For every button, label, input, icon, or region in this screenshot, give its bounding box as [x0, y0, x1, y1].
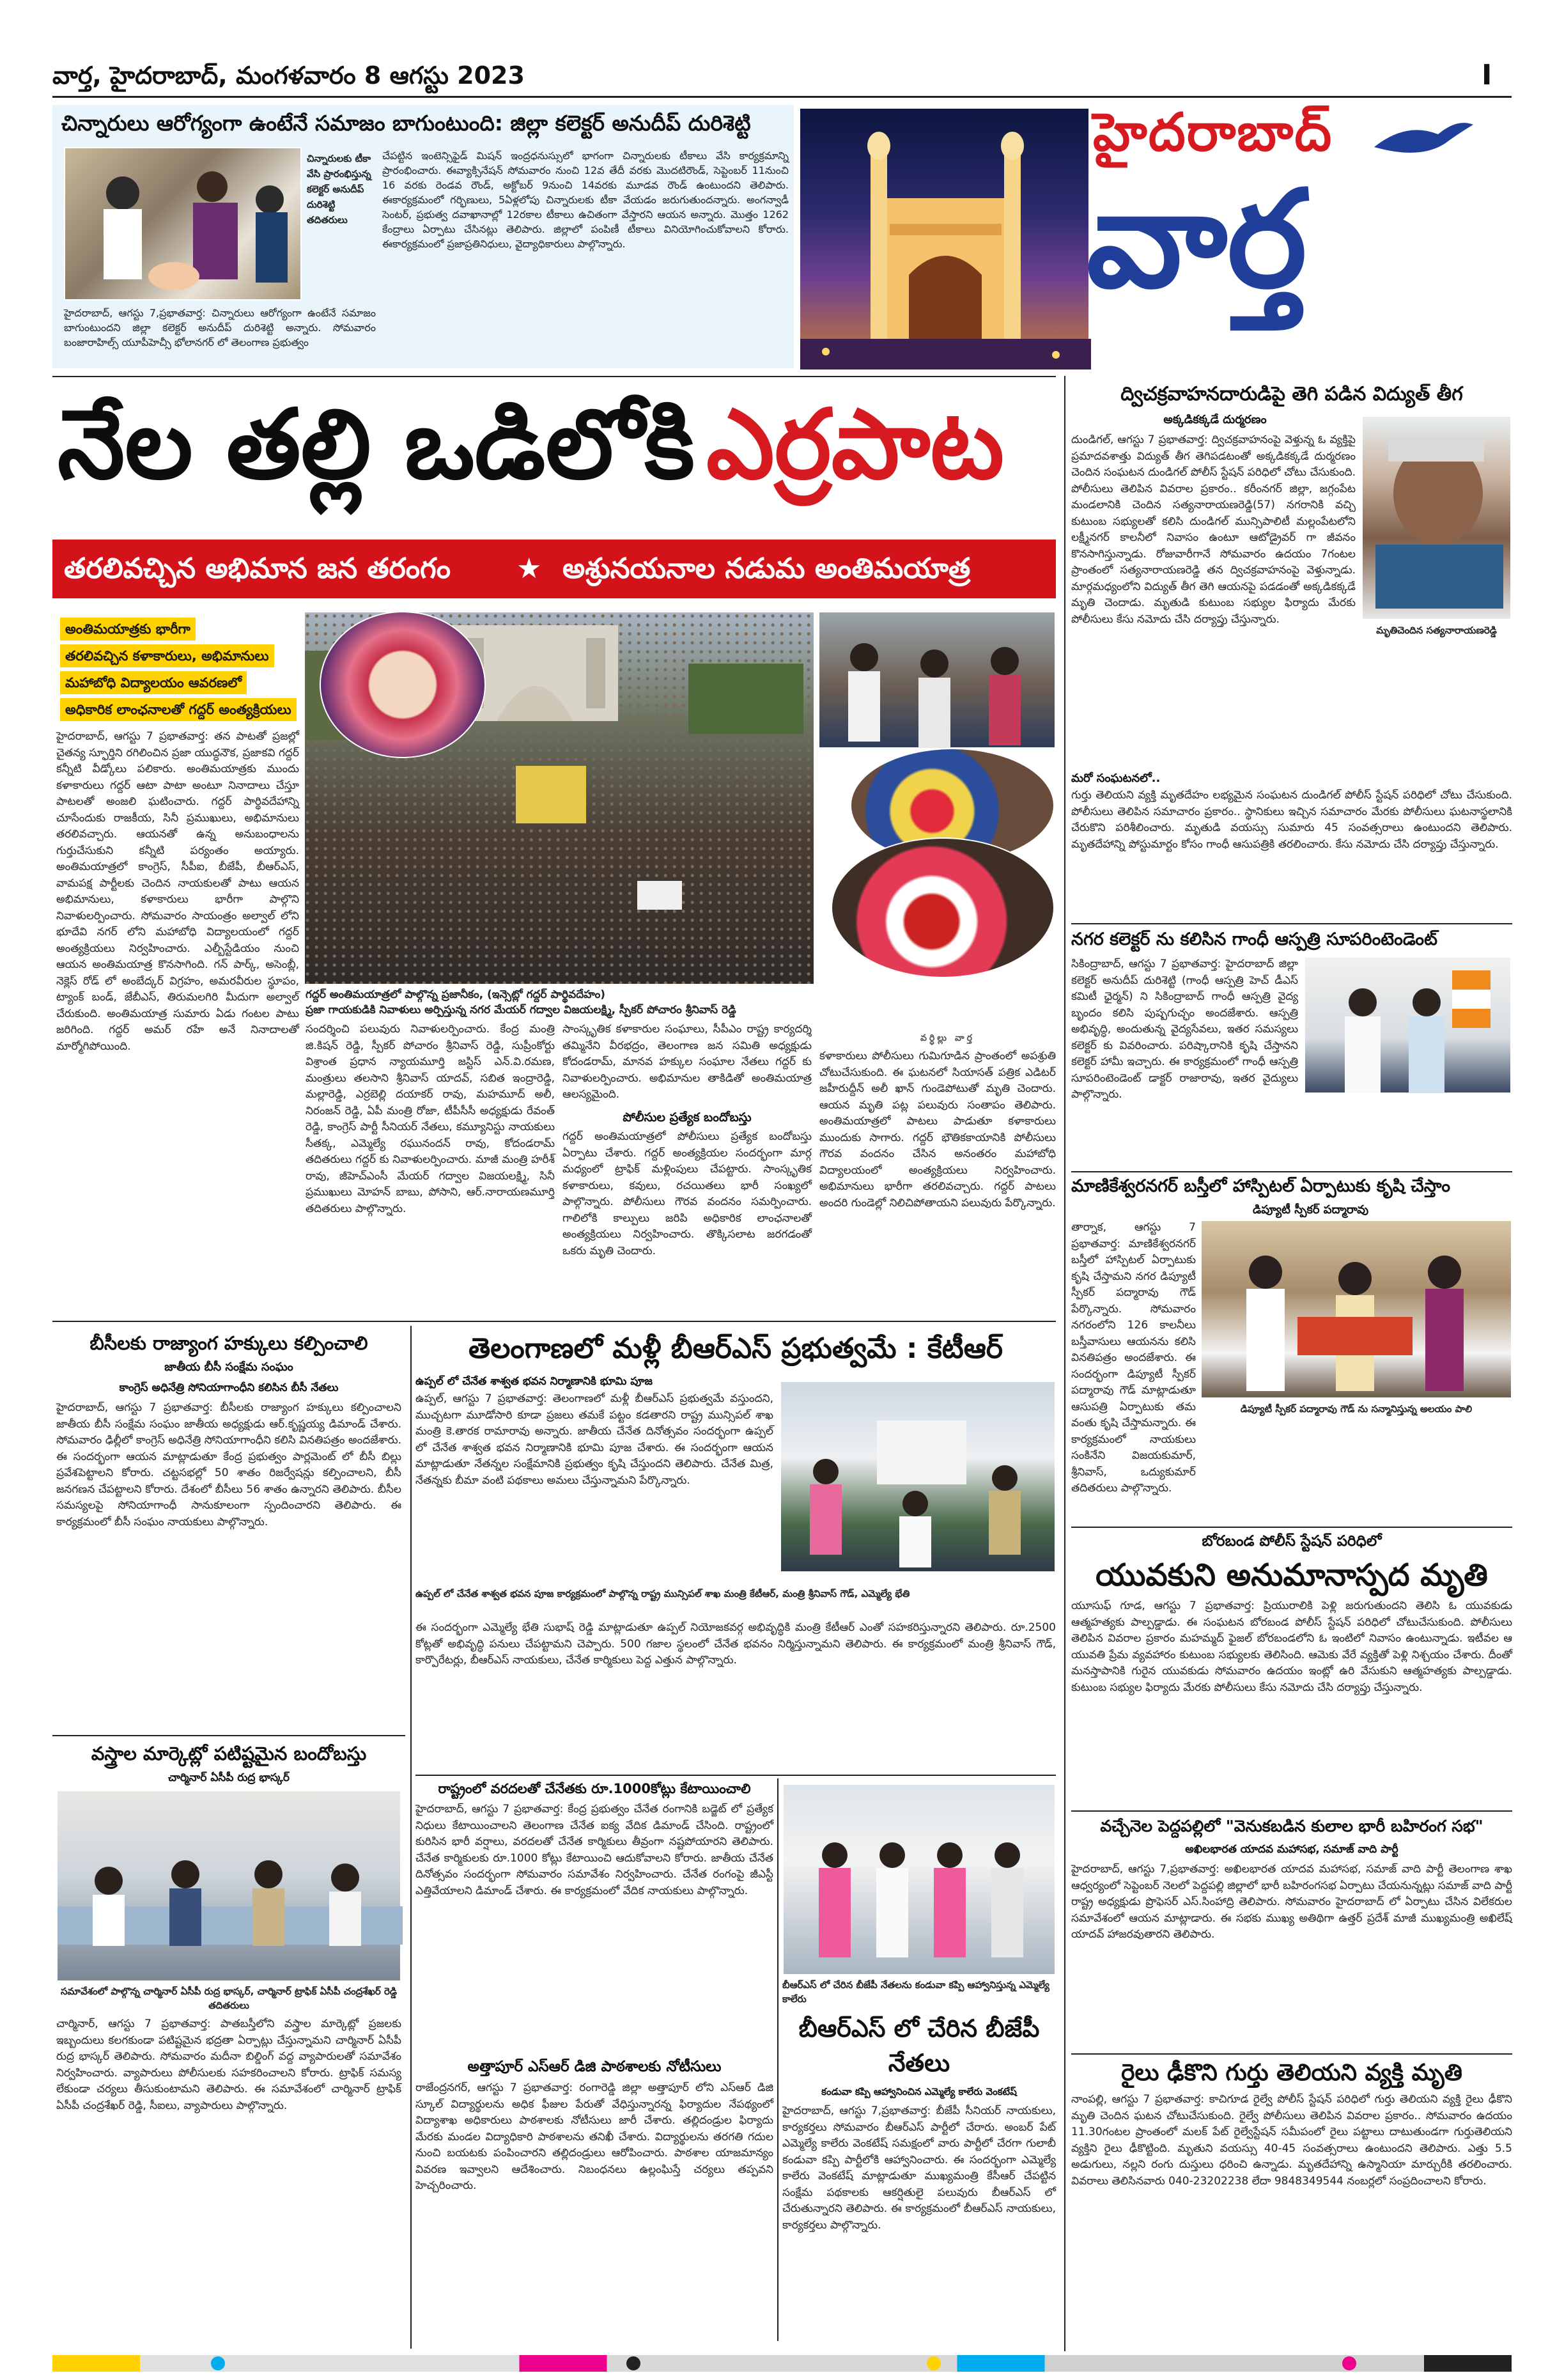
ktr-headline: తెలంగాణలో మళ్లీ బీఆర్ఎస్ ప్రభుత్వమే : కేటీఆర్ [468, 1332, 1003, 1365]
top-story-body-left: హైదరాబాద్, ఆగస్టు 7,ప్రభాతవార్త: చిన్నారులు ఆరోగ్యంగా ఉంటేనే సమాజం బాగుంటుందని జిల్లా కలెక్టర్ అనుదీప్ దురిశెట్టి అన్నారు. సోమవారం బంజారాహిల్స్ యూపీహెచ్సీ భోలానగర్ లో తెలంగాణ ప్రభుత్వం [64, 307, 376, 348]
registration-dot-2 [626, 2356, 640, 2370]
flood-body: హైదరాబాద్, ఆగస్టు 7 ప్రభాతవార్త: కేంద్ర ప్రభుత్వం చేనేత రంగానికి బడ్జెట్ లో ప్రత్యేక నిధులు కేటాయించాలని తెలంగాణ చేనేత ఐక్య వేదిక డిమాండ్ చేసింది. రాష్ట్రంలో కురిసిన భారీ వర్షాలు, వరదలతో చేనేత కార్మికులు తీవ్రంగా నష్టపోయారని తెలిపారు. చేనేత కార్మికులకు రూ.1000 కోట్లు కేటాయించి ఆదుకోవాలని కోరారు. జాతీయ చేనేత దినోత్సవం సందర్భంగా సోమవారం సమావేశం నిర్వహించారు. చేనేత రంగంపై జీఎస్టీ ఎత్తివేయాలని డిమాండ్ చేశారు. ఈ కార్యక్రమంలో వేదిక నాయకులు పాల్గొన్నారు. [415, 1803, 773, 1897]
right-news-3-headline: మాణికేశ్వరనగర్ బస్తీలో హాస్పిటల్ ఏర్పాటుకు కృషి చేస్తాం [1071, 1176, 1451, 1196]
right-news-2-headline: నగర కలెక్టర్ ను కలిసిన గాంధీ ఆస్పత్రి సూపరింటెండెంట్ [1071, 929, 1437, 949]
highlight-3: మహాబోధి విద్యాలయం ఆవరణలో [60, 671, 247, 694]
right-news-5-headline: వచ్చేనెల పెద్దపల్లిలో "వెనుకబడిన కులాల భారీ బహిరంగ సభ" [1100, 1817, 1483, 1835]
lead-band-star: ★ [516, 552, 542, 585]
charminar-illustration [800, 109, 1091, 369]
lead-col-2: సందర్శించి పలువురు నివాళులర్పించారు. కేంద్ర మంత్రి జి.కిషన్ రెడ్డి, స్పీకర్ పోచారం శ్రీనివాస్ రెడ్డి, సుప్రీంకోర్టు విశ్రాంత ప్రధాన న్యాయమూర్తి జస్టిస్ ఎన్.వి.రమణ, మంత్రులు తలసాని శ్రీనివాస్ యాదవ్, సబిత ఇంద్రారెడ్డి, మల్లారెడ్డి, ఎర్రబెల్లి దయాకర్ రావు, మహమూద్ అలీ, నిరంజన్ రెడ్డి, ఏపీ మంత్రి రోజా, టీపీసీసీ అధ్యక్షుడు రేవంత్ రెడ్డి, కాంగ్రెస్ పార్టీ సీనియర్ నేతలు, కమ్యూనిస్టు నాయకులు సీతక్క, ఎమ్మెల్యే రఘునందన్ రావు, కోదండరామ్ తదితరులు గద్దర్ కు నివాళులర్పించారు. మాజీ మంత్రి హరీశ్ రావు, జీహెచ్ఎంసీ మేయర్ గద్వాల విజయలక్ష్మి, సినీ ప్రముఖులు మోహన్ బాబు, పోసాని, ఆర్.నారాయణమూర్తి తదితరులు పాల్గొన్నారు. [306, 1023, 555, 1215]
registration-dot-1 [211, 2356, 225, 2370]
victim-illustration [1363, 417, 1513, 609]
brs-join-headline: బీఆర్ఎస్ లో చేరిన బీజేపీ నేతలు [798, 2014, 1040, 2077]
leaders-illustration [819, 612, 1057, 750]
top-story-body-right: చేపట్టిన ఇంటెన్సిఫైడ్ మిషన్ ఇంద్రధనుస్సులో భాగంగా చిన్నారులకు టీకాలు వేసి కార్యక్రమాన్ని ప్రారంభించారు. ఈవ్యాక్సినేషన్ సోమవారం నుంచి 12వ తేదీ వరకు మొదటిరౌండ్, సెప్టెంబర్ 11నుంచి 16 వరకు రెండవ రౌండ్, అక్టోబర్ 9నుంచి 14వరకు మూడవ రౌండ్ ఉంటుందని తెలిపారు. ఈకార్యక్రమంలో గర్భిణులు, 5ఏళ్లలోపు చిన్నారులకు టీకా వేయడం జరుగుతుందన్నారు. అంగన్వాడీ సెంటర్, ప్రభుత్వ దవాఖానాల్లో 12రకాల టీకాలు ఉచితంగా వేస్తారని ఆయన అన్నారు. మొత్తం 1262 కేంద్రాలు ఏర్పాటు చేసినట్లు తెలిపారు. జిల్లాలో పంపిణీ టీకాలు వినియోగించుకోవాలని కోరారు. ఈకార్యక్రమంలో ప్రజాప్రతినిధులు, వైద్యాధికారులు పాల్గొన్నారు. [382, 150, 789, 250]
lead-photo-caption-2: ప్రజా గాయకుడికి నివాళులు అర్పిస్తున్న నగర మేయర్ గద్వాల విజయలక్ష్మి, స్పీకర్ పోచారం శ్రీనివాస్ రెడ్డి [306, 1004, 736, 1016]
right-news-4-body: యూసుఫ్ గూడ, ఆగస్టు 7 ప్రభాతవార్త: ప్రియురాలికి పెళ్లి జరుగుతుందని తెలిసి ఓ యువకుడు ఆత్మహత్యకు పాల్పడ్డాడు. ఈ సంఘటన బోరబండ పోలీస్ స్టేషన్ పరిధిలో చోటుచేసుకుంది. పోలీసులు తెలిపిన వివరాల ప్రకారం మహమ్మద్ ఫైజల్ బోరబండలోని ఓ ఇంటిలో నివాసం ఉంటున్నాడు. ఇటీవల ఆ యువతి ప్రేమ వ్యవహారం కుటుంబ సభ్యులకు తెలిసింది. ఆమెకు వేరే వ్యక్తితో పెళ్లి నిశ్చయం చేశారు. దీంతో మనస్తాపానికి గురైన యువకుడు సోమవారం ఉదయం ఇంట్లో ఉరి వేసుకుని ఆత్మహత్యకు పాల్పడ్డాడు. కుటుంబ సభ్యుల ఫిర్యాదు మేరకు పోలీసులు కేసు నమోదు చేసి దర్యాప్తు చేస్తున్నారు. [1071, 1599, 1512, 1694]
right-news-4-headline: యువకుని అనుమానాస్పద మృతి [1096, 1557, 1488, 1593]
market-body: చార్మినార్, ఆగస్టు 7 ప్రభాతవార్త: పాతబస్తీలోని వస్త్రాల మార్కెట్లో ప్రజలకు ఇబ్బందులు కలగకుండా పటిష్టమైన భద్రతా ఏర్పాట్లు చేస్తున్నామని చార్మినార్ ఏసీపీ రుద్ర భాస్కర్ తెలిపారు. సోమవారం మదీనా బిల్డింగ్ వద్ద వ్యాపారులతో సమావేశం నిర్వహించారు. వ్యాపారులు పోలీసులకు సహకరించాలని కోరారు. ట్రాఫిక్ సమస్య లేకుండా చర్యలు తీసుకుంటామని తెలిపారు. ఈ సమావేశంలో చార్మినార్ ట్రాఫిక్ ఏసీపీ చంద్రశేఖర్ రెడ్డి, సీఐలు, వ్యాపారులు పాల్గొన్నారు. [56, 2018, 401, 2112]
bc-story-kicker: కాంగ్రెస్ అధినేత్రి సోనియాగాంధీని కలిసిన బీసీ నేతలు [119, 1381, 339, 1394]
ktr-photo-caption: ఉప్పల్ లో చేనేత శాశ్వత భవన పూజ కార్యక్రమంలో పాల్గొన్న రాష్ట్ర మున్సిపల్ శాఖ మంత్రి కేటీఆర్, మంత్రి శ్రీనివాస్ గౌడ్, ఎమ్మెల్యే భేతి [415, 1588, 910, 1599]
lead-photo-credit: వర్ధిల్లు వార్త [920, 1033, 975, 1043]
brs-join-caption: బీఆర్ఎస్ లో చేరిన బీజేపీ నేతలను కండువా కప్పి ఆహ్వానిస్తున్న ఎమ్మెల్యే కాలేరు [782, 1979, 1049, 2005]
registration-bar [52, 2355, 1512, 2372]
brand-main: వార్త [1087, 161, 1307, 318]
registration-dot-3 [927, 2356, 941, 2370]
victim-photo [1361, 416, 1512, 620]
right-news-6-headline: రైలు ఢీకొని గుర్తు తెలియని వ్యక్తి మృతి [1121, 2060, 1462, 2086]
lead-col-3: సాంస్కృతిక కళాకారుల సంఘాలు, సీపీఎం రాష్ట్ర కార్యదర్శి తమ్మినేని వీరభద్రం, తెలంగాణ జన సమితి అధ్యక్షుడు కోదండరామ్, మానవ హక్కుల సంఘాల నేతలు గద్దర్ కు నివాళులర్పించారు. అభిమానుల తాకిడితో అంతిమయాత్ర ఆలస్యమైంది. [562, 1023, 812, 1101]
right-news-3-body: తార్నాక, ఆగస్టు 7 ప్రభాతవార్త: మాణికేశ్వరనగర్ బస్తీలో హాస్పిటల్ ఏర్పాటుకు కృషి చేస్తామని నగర డిప్యూటీ స్పీకర్ పద్మారావు గౌడ్ పేర్కొన్నారు. సోమవారం నగరంలోని 126 కాలనీలు బస్తీవాసులు ఆయనను కలిసి వినతిపత్రం అందజేశారు. ఈ సందర్భంగా డిప్యూటీ స్పీకర్ పద్మారావు గౌడ్ మాట్లాడుతూ ఆసుపత్రి ఏర్పాటుకు తమ వంతు కృషి చేస్తామన్నారు. ఈ కార్యక్రమంలో నాయకులు సంకినేని విజయకుమార్, శ్రీనివాస్, ఒద్యుకుమార్ తదితరులు పాల్గొన్నారు. [1071, 1221, 1196, 1495]
right-news-4-kicker: బోరబండ పోలీస్ స్టేషన్ పరిధిలో [1202, 1533, 1382, 1550]
right-news-2-body: సికింద్రాబాద్, ఆగస్టు 7 ప్రభాతవార్త: హైదరాబాద్ జిల్లా కలెక్టర్ అనుదీప్ దురిశెట్టి (గాంధీ ఆస్పత్రి హెచ్ డీఎస్ కమిటీ ఛైర్మన్) ని సికింద్రాబాద్ గాంధీ ఆస్పత్రి వైద్య బృందం కలిసి పుష్పగుచ్ఛం అందజేశారు. ఆస్పత్రి అభివృద్ధి, అందుతున్న వైద్యసేవలు, ఇతర సమస్యలు కలెక్టర్ కు వివరించారు. పరిష్కారానికి కృషి చేస్తానని కలెక్టర్ హామీ ఇచ్చారు. ఈ కార్యక్రమంలో గాంధీ ఆస్పత్రి సూపరింటెండెంట్ డాక్టర్ రాజారావు, ఇతర వైద్యులు పాల్గొన్నారు. [1071, 958, 1298, 1101]
brs-join-body: హైదరాబాద్, ఆగస్టు 7,ప్రభాతవార్త: బీజేపీ సీనియర్ నాయకులు, కార్యకర్తలు సోమవారం బీఆర్ఎస్ పార్టీలో చేరారు. అంబర్ పేట్ ఎమ్మెల్యే కాలేరు వెంకటేష్ సమక్షంలో వారు పార్టీలో చేరగా గులాబీ కండువా కప్పి పార్టీలోకి ఆహ్వానించారు. ఈ సందర్భంగా ఎమ్మెల్యే కాలేరు వెంకటేష్ మాట్లాడుతూ ముఖ్యమంత్రి కేసీఆర్ చేపట్టిన సంక్షేమ పథకాలకు ఆకర్షితులై పలువురు బీఆర్ఎస్ లో చేరుతున్నారని తెలిపారు. ఈ కార్యక్రమంలో బీఆర్ఎస్ నాయకులు, కార్యకర్తలు పాల్గొన్నారు. [782, 2104, 1056, 2232]
top-story-headline: చిన్నారులు ఆరోగ్యంగా ఉంటేనే సమాజం బాగుంటుంది: జిల్లా కలెక్టర్ అనుదీప్ దురిశెట్టి [61, 111, 751, 136]
lead-band-left: తరలివచ్చిన అభిమాన జన తరంగం [64, 552, 451, 585]
ktr-col-2: ఈ సందర్భంగా ఎమ్మెల్యే భేతి సుభాష్ రెడ్డి మాట్లాడుతూ ఉప్పల్ నియోజకవర్గ అభివృద్ధికి మంత్రి కేటీఆర్ ఎంతో సహకరిస్తున్నారని తెలిపారు. రూ.2500 కోట్లతో అభివృద్ధి పనులు చేపట్టామని చెప్పారు. 500 గజాల స్థలంలో చేనేత భవనం నిర్మిస్తున్నామని తెలిపారు. ఈ కార్యక్రమంలో మంత్రి శ్రీనివాస్ గౌడ్, కార్పొరేటర్లు, బీఆర్ఎస్ నాయకులు, చేనేత కార్మికులు పెద్ద ఎత్తున పాల్గొన్నారు. [415, 1621, 1056, 1667]
lead-subhead: పోలీసుల ప్రత్యేక బందోబస్తు [623, 1110, 752, 1124]
dove-icon [1368, 115, 1476, 160]
market-meeting-illustration [58, 1791, 403, 1983]
school-body: రాజేంద్రనగర్, ఆగస్టు 7 ప్రభాతవార్త: రంగారెడ్డి జిల్లా అత్తాపూర్ లోని ఎస్ఆర్ డిజి స్కూల్ విద్యార్థులను అధిక ఫీజుల పేరుతో వేధిస్తున్నారన్న ఫిర్యాదుల నేపథ్యంలో విద్యాశాఖ అధికారులు పాఠశాలకు నోటీసులు జారీ చేశారు. తల్లిదండ్రుల ఫిర్యాదు మేరకు మండల విద్యాధికారి పాఠశాలను తనిఖీ చేశారు. విద్యార్థులను తరగతి గదుల నుంచి బయటకు పంపించారని తల్లిదండ్రులు ఆరోపించారు. పాఠశాల యాజమాన్యం వివరణ ఇవ్వాలని ఆదేశించారు. నిబంధనలు ఉల్లంఘిస్తే చర్యలు తప్పవని హెచ్చరించారు. [415, 2081, 773, 2192]
brs-join-photo [782, 1784, 1056, 1975]
right-news-6-body: నాంపల్లి, ఆగస్టు 7 ప్రభాతవార్త: కాచిగూడ రైల్వే పోలీస్ స్టేషన్ పరిధిలో గుర్తు తెలియని వ్యక్తి రైలు ఢీకొని మృతి చెందిన ఘటన చోటుచేసుకుంది. రైల్వే పోలీసులు తెలిపిన వివరాల ప్రకారం.. సోమవారం ఉదయం 11.30గంటల ప్రాంతంలో మలక్ పేట్ రైల్వేస్టేషన్ సమీపంలో రైలు పట్టాలు దాటుతుండగా గుర్తుతెలియని వ్యక్తిని రైలు ఢీకొట్టింది. మృతుని వయస్సు 40-45 సంవత్సరాలు ఉంటుందని తెలిపారు. ఎత్తు 5.5 అడుగులు, నల్లని రంగు దుస్తులు ధరించి ఉన్నాడు. మృతదేహాన్ని ఉస్మానియా మార్చురీకి తరలించారు. వివరాలు తెలిసినవారు 040-23202238 లేదా 9848349544 నంబర్లలో సంప్రదించాలని కోరారు. [1071, 2093, 1512, 2188]
lead-col-1: హైదరాబాద్, ఆగస్టు 7 ప్రభాతవార్త: తన పాటతో ప్రజల్లో చైతన్య స్ఫూర్తిని రగిలించిన ప్రజా యుద్ధనౌక, ప్రజాకవి గద్దర్ కన్నీటి వీడ్కోలు పలికారు. అంతిమయాత్రకు ముందు కళాకారులు గద్దర్ ఆటా పాటా అంటూ నినాదాలు చేస్తూ పాటలతో అంజలి ఘటించారు. గద్దర్ పార్థివదేహాన్ని చూసేందుకు రాజకీయ, సినీ ప్రముఖులు, అభిమానులు తరలివచ్చారు. ఆయనతో ఉన్న అనుబంధాలను గుర్తుచేసుకుని కన్నీటి పర్యంతం అయ్యారు. అంతిమయాత్రలో కాంగ్రెస్, సీపీఐ, బీజేపీ, బీఆర్ఎస్, వామపక్ష పార్టీలకు చెందిన నాయకులతో పాటు ఆయన అభిమానులు, కళాకారులు భారీగా పాల్గొని నివాళులర్పించారు. సోమవారం సాయంత్రం అల్వాల్ లోని భూదేవి నగర్ లోని మహాబోధి విద్యాలయంలో గద్దర్ అంత్యక్రియలు నిర్వహించారు. ఎల్బీస్టేడియం నుంచి ఆయన అంతిమయాత్ర కొనసాగింది. గన్ పార్క్, అసెంబ్లీ, నెక్లెస్ రోడ్ లో అంబేద్కర్ విగ్రహం, అమరవీరుల స్థూపం, ట్యాంక్ బండ్, జేబీఎస్, తిరుమలగిరి మీదుగా అల్వాల్ చేరుకుంది. అంతిమయాత్ర సుమారు ఏడు గంటల పాటు జరిగింది. గద్దర్ అమర్ రహే అనే నినాదాలతో మార్మోగిపోయింది. [56, 730, 299, 1053]
lead-col-3b: గద్దర్ అంతిమయాత్రలో పోలీసులు ప్రత్యేక బందోబస్తు ఏర్పాటు చేశారు. గద్దర్ అంత్యక్రియల సందర్భంగా మార్గ మధ్యంలో ట్రాఫిక్ మళ్లింపులు చేపట్టారు. సాంస్కృతిక కళాకారులు, కవులు, రచయితలు భారీ సంఖ్యలో పాల్గొన్నారు. పోలీసులు గౌరవ వందనం సమర్పించారు. గాలిలోకి కాల్పులు జరిపి అధికారిక లాంఛనాలతో అంత్యక్రియలు నిర్వహించారు. తొక్కిసలాట జరగడంతో ఒకరు మృతి చెందారు. [562, 1130, 812, 1257]
deputy-speaker-illustration [1202, 1221, 1514, 1400]
lead-headline-b: ఎర్రపాట [706, 389, 1005, 501]
brs-join-subhead: కండువా కప్పి ఆహ్వానించిన ఎమ్మెల్యే కాలేరు వెంకటేష్ [821, 2086, 1017, 2097]
lead-headline-a: నేల తల్లి ఒడిలోకి [58, 389, 695, 501]
flood-headline: రాష్ట్రంలో వరదలతో చేనేతకు రూ.1000కోట్లు కేటాయించాలి [438, 1781, 751, 1796]
deputy-speaker-caption: డిప్యూటీ స్పీకర్ పద్మారావు గౌడ్ ను సన్మానిస్తున్న అలయం పాలి [1240, 1403, 1473, 1415]
leaders-photo [818, 611, 1056, 749]
lead-band-right: అశ్రునయనాల నడుమ అంతిమయాత్ర [562, 552, 971, 585]
right-news-1-body: దుండిగల్, ఆగస్టు 7 ప్రభాతవార్త: ద్విచక్రవాహనంపై వెళ్తున్న ఓ వ్యక్తిపై ప్రమాదవశాత్తు విద్యుత్ తీగ తెగిపడటంతో అక్కడికక్కడే దుర్మరణం చెందిన సంఘటన దుండిగల్ పోలీస్ స్టేషన్ పరిధిలో చోటు చేసుకుంది. పోలీసులు తెలిపిన వివరాల ప్రకారం.. కరీంనగర్ జిల్లా, జగ్గంపేట మండలానికి చెందిన సత్యనారాయణరెడ్డి(57) నగరానికి వచ్చి కుటుంబ సభ్యులతో కలిసి దుండిగల్ మున్సిపాలిటీ మల్లంపేటలోని లక్ష్మీనగర్ కాలనీలో నివాసం ఉంటూ ఆటోడ్రైవర్ గా జీవనం కొనసాగిస్తున్నాడు. రోజువారీగానే సోమవారం ఉదయం 7గంటల ప్రాంతంలో సత్యనారాయణరెడ్డి తన ద్విచక్రవాహనంపై వెళ్తున్నాడు. మార్గమధ్యంలోని విద్యుత్ తీగ తెగి ఆయనపై పడడంతో అక్కడికక్కడే మృతి చెందాడు. మృతుడి కుటుంబ సభ్యుల ఫిర్యాదు మేరకు పోలీసులు కేసు నమోదు చేసి దర్యాప్తు చేస్తున్నారు. [1071, 433, 1356, 626]
bc-story-body: హైదరాబాద్, ఆగస్టు 7 ప్రభాతవార్త: బీసీలకు రాజ్యాంగ హక్కులు కల్పించాలని జాతీయ బీసీ సంక్షేమ సంఘం జాతీయ అధ్యక్షుడు ఆర్.కృష్ణయ్య డిమాండ్ చేశారు. సోమవారం ఢిల్లీలో కాంగ్రెస్ అధినేత్రి సోనియాగాంధీని కలిసి వినతిపత్రం అందజేశారు. ఈ సందర్భంగా ఆయన మాట్లాడుతూ కేంద్ర ప్రభుత్వం పార్లమెంట్ లో బీసీ బిల్లు ప్రవేశపెట్టాలని కోరారు. చట్టసభల్లో 50 శాతం రిజర్వేషన్లు కల్పించాలని, బీసీ జనగణన చేపట్టాలని కోరారు. దేశంలో బీసీలు 56 శాతం ఉన్నారని తెలిపారు. బీసీల సమస్యలపై సోనియాగాంధీ సానుకూలంగా స్పందించారని తెలిపారు. ఈ కార్యక్రమంలో బీసీ సంఘం నాయకులు పాల్గొన్నారు. [56, 1401, 401, 1528]
right-news-3-subhead: డిప్యూటీ స్పీకర్ పద్మారావు [1253, 1203, 1369, 1217]
page-number: I [1482, 59, 1492, 91]
bc-story-subhead: జాతీయ బీసీ సంక్షేమ సంఘం [164, 1360, 293, 1374]
right-news-5-subhead: అఖిలభారత యాదవ మహాసభ, సమాజ్ వాది పార్టీ [1185, 1843, 1398, 1856]
top-story-photo [64, 147, 302, 300]
dateline: వార్త, హైదరాబాద్, మంగళవారం 8 ఆగస్టు 2023 [52, 61, 525, 89]
registration-dot-4 [1342, 2356, 1356, 2370]
right-news-1-body-2: గుర్తు తెలియని వ్యక్తి మృతదేహం లభ్యమైన సంఘటన దుండిగల్ పోలీస్ స్టేషన్ పరిధిలో చోటు చేసుకుంది. పోలీసులు తెలిపిన సమాచారం ప్రకారం.. స్థానికులు ఇచ్చిన సమాచారం మేరకు పోలీసులు ఘటనాస్థలానికి చేరుకొని పరిశీలించారు. మృతుడి వయస్సు సుమారు 45 సంవత్సరాలు ఉంటుందని తెలిపారు. మృతదేహాన్ని పోస్టుమార్టం కోసం గాంధీ ఆసుపత్రికి తరలించారు. కేసు నమోదు చేసి దర్యాప్తు చేస్తున్నారు. [1071, 789, 1512, 851]
right-news-1-headline: ద్విచక్రవాహనదారుడిపై తెగి పడిన విద్యుత్ తీగ [1120, 383, 1463, 405]
collector-meeting-illustration [1305, 958, 1513, 1095]
tribute-photo-2 [831, 837, 1055, 978]
collector-meeting-photo [1304, 956, 1512, 1094]
highlight-1: అంతిమయాత్రకు భారీగా [60, 618, 196, 641]
gaddar-inset-photo [320, 611, 486, 758]
right-news-5-body: హైదరాబాద్, ఆగస్టు 7,ప్రభాతవార్త: అఖిలభారత యాదవ మహాసభ, సమాజ్ వాది పార్టీ తెలంగాణ శాఖ ఆధ్వర్యంలో సెప్టెంబర్ నెలలో పెద్దపల్లి జిల్లాలో భారీ బహిరంగసభ ఏర్పాటు చేయనున్నట్లు సమాజ్ వాది పార్టీ రాష్ట్ర అధ్యక్షుడు ప్రొఫెసర్ ఎస్.సింహాద్రి తెలిపారు. సోమవారం హైదరాబాద్ లో ఏర్పాటు చేసిన విలేకరుల సమావేశంలో ఆయన మాట్లాడారు. ఈ సభకు ముఖ్య అతిథిగా ఉత్తర్ ప్రదేశ్ మాజీ ముఖ్యమంత్రి అఖిలేష్ యాదవ్ హాజరవుతారని తెలిపారు. [1071, 1863, 1512, 1941]
lead-col-4: కళాకారులు పోలీసులు గుమిగూడిన ప్రాంతంలో అపశ్రుతి చోటుచేసుకుంది. ఈ ఘటనలో సియాసత్ పత్రిక ఎడిటర్ జహీరుద్దీన్ అలీ ఖాన్ గుండెపోటుతో మృతి చెందారు. ఆయన మృతి పట్ల పలువురు సంతాపం తెలిపారు. అంతిమయాత్రలో పాటలు పాడుతూ కళాకారులు ముందుకు సాగారు. గద్దర్ భౌతికకాయానికి పోలీసులు గౌరవ వందనం చేసిన అనంతరం మహాబోధి విద్యాలయంలో అంత్యక్రియలు నిర్వహించారు. అభిమానులు భారీగా తరలివచ్చారు. గద్దర్ పాటలు అందరి గుండెల్లో నిలిచిపోతాయని పలువురు పేర్కొన్నారు. [819, 1050, 1056, 1209]
ktr-event-illustration [781, 1382, 1057, 1574]
charminar-photo [799, 107, 1090, 368]
brs-join-illustration [784, 1785, 1057, 1977]
market-subhead: చార్మినార్ ఏసీపీ రుద్ర భాస్కర్ [168, 1771, 290, 1784]
top-story-photo-caption: చిన్నారులకు టీకా వేసి ప్రారంభిస్తున్న కలెక్టర్ అనుదీప్ దురిశెట్టి తదితరులు [307, 153, 371, 226]
highlight-4: అధికారిక లాంఛనాలతో గద్దర్ అంత్యక్రియలు [60, 698, 297, 721]
ktr-event-photo [780, 1381, 1056, 1573]
vaccination-photo-svg [65, 148, 303, 302]
right-news-1-subhead-2: మరో సంఘటనలో.. [1071, 770, 1173, 787]
school-headline: అత్తాపూర్ ఎస్ఆర్ డిజి పాఠశాలకు నోటీసులు [467, 2058, 722, 2075]
bc-story-headline: బీసీలకు రాజ్యాంగ హక్కులు కల్పించాలి [89, 1332, 368, 1354]
ktr-col-1: ఉప్పల్, ఆగస్టు 7 ప్రభాతవార్త: తెలంగాణలో మళ్లీ బీఆర్ఎస్ ప్రభుత్వమే వస్తుందని, ముచ్చటగా మూడోసారి కూడా ప్రజలు తమకే పట్టం కడతారని రాష్ట్ర మున్సిపల్ శాఖ మంత్రి కె.తారక రామారావు అన్నారు. జాతీయ చేనేత దినోత్సవం సందర్భంగా ఉప్పల్ లో చేనేత శాశ్వత భవన నిర్మాణానికి భూమి పూజ చేశారు. ఈ సందర్భంగా ఆయన మాట్లాడుతూ నేతన్నల సంక్షేమానికి ప్రభుత్వం కృషి చేస్తుందని తెలిపారు. చేనేత మిత్ర, నేతన్నకు బీమా వంటి పథకాలు అమలు చేస్తున్నామని పేర్కొన్నారు. [415, 1392, 773, 1487]
deputy-speaker-photo [1200, 1220, 1512, 1399]
ktr-subhead: ఉప్పల్ లో చేనేత శాశ్వత భవన నిర్మాణానికి భూమి పూజ [415, 1375, 653, 1388]
brand-top: హైదరాబాద్ [1093, 102, 1333, 163]
highlight-2: తరలివచ్చిన కళాకారులు, అభిమానులు [60, 644, 274, 667]
market-photo-caption: సమావేశంలో పాల్గొన్న చార్మినార్ ఏసీపీ రుద్ర భాస్కర్, చార్మినార్ ట్రాఫిక్ ఏసీపీ చంద్రశేఖర్ రెడ్డి తదితరులు [60, 1986, 398, 2011]
right-news-1-subhead: అక్కడికక్కడే దుర్మరణం [1163, 413, 1267, 426]
victim-photo-caption: మృతిచెందిన సత్యనారాయణరెడ్డి [1376, 625, 1497, 636]
market-headline: వస్త్రాల మార్కెట్లో పటిష్టమైన బందోబస్తు [91, 1743, 367, 1764]
market-meeting-photo [56, 1790, 401, 1982]
lead-photo-caption-1: గద్దర్ అంతిమయాత్రలో పాల్గొన్న ప్రజానీకం, (ఇన్సెట్లో గద్దర్ పార్థివదేహం) [306, 988, 605, 1001]
